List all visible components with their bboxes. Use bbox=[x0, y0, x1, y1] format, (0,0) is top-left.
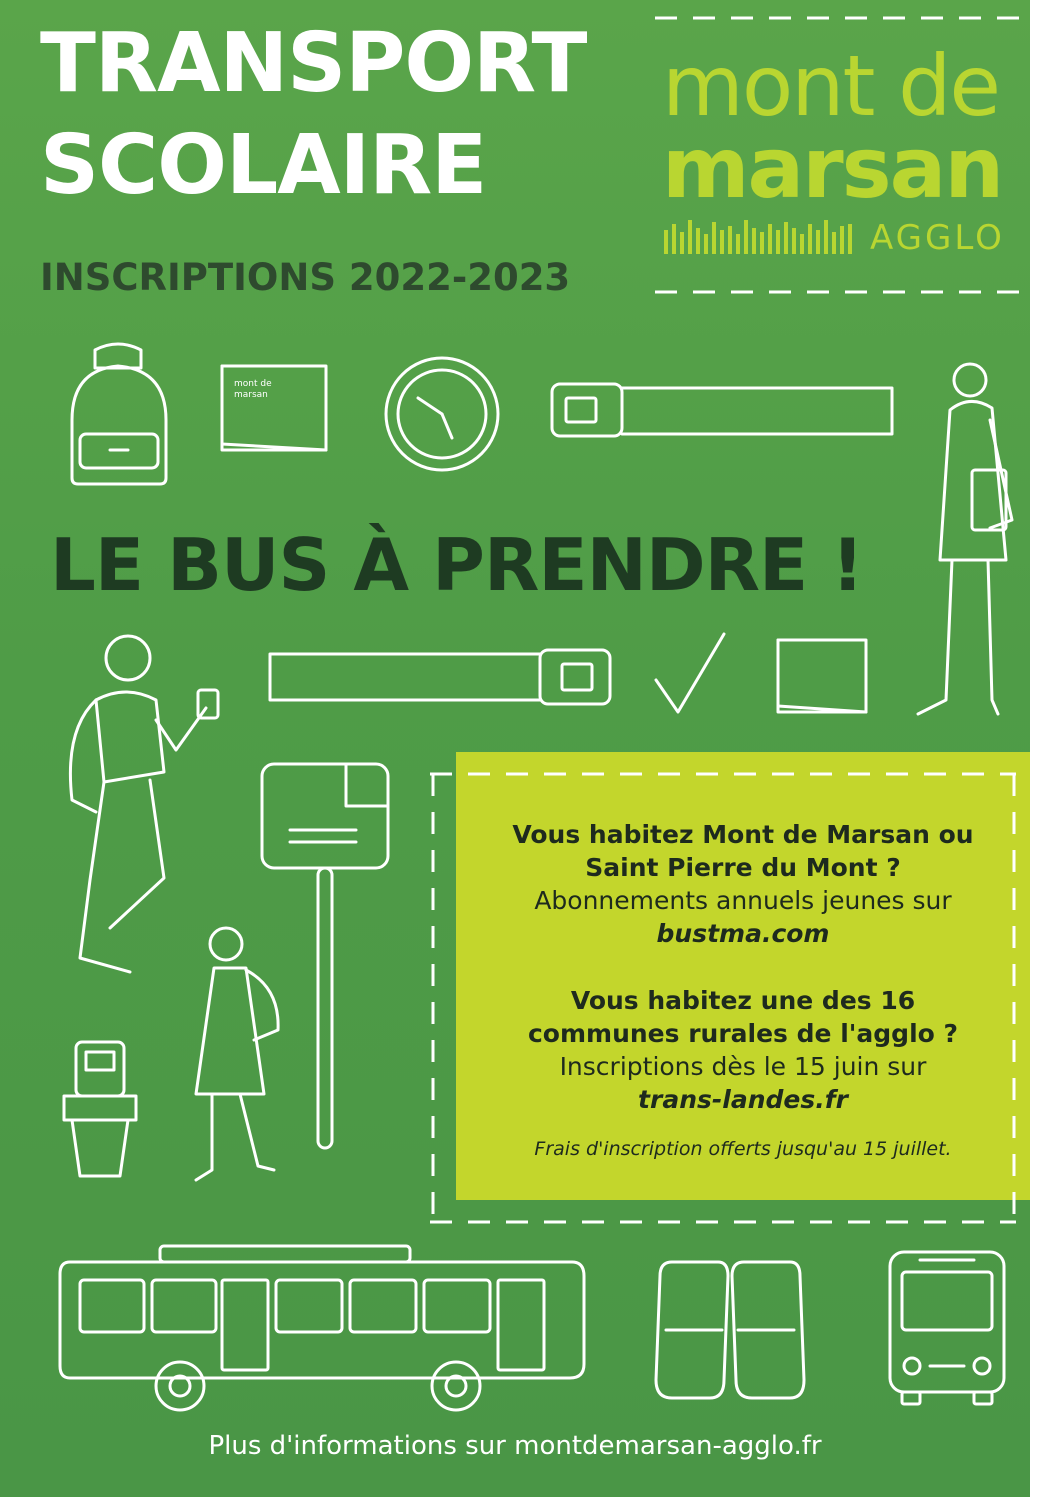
bus-side-icon bbox=[60, 1246, 584, 1410]
card-icon bbox=[222, 366, 326, 450]
info-detail-1: Abonnements annuels jeunes sur bbox=[534, 886, 952, 915]
info-question-2-line-2: communes rurales de l'agglo ? bbox=[527, 1019, 959, 1048]
clock-icon bbox=[386, 358, 498, 470]
backpack-icon bbox=[72, 344, 166, 484]
logo-agglo: AGGLO bbox=[870, 218, 1005, 258]
seatbelt-icon-2 bbox=[270, 650, 610, 704]
girl-with-backpack-icon bbox=[196, 928, 278, 1180]
headline-le-bus-a-prendre: LE BUS À PRENDRE ! bbox=[50, 523, 864, 607]
logo-mont-de: mont de bbox=[662, 37, 1000, 135]
info-detail-2: Inscriptions dès le 15 juin sur bbox=[559, 1052, 927, 1081]
info-question-2-line-1: Vous habitez une des 16 bbox=[570, 986, 916, 1015]
bin-icon bbox=[64, 1042, 136, 1176]
title-line-transport: TRANSPORT bbox=[40, 16, 587, 111]
page-edge bbox=[1030, 0, 1058, 1497]
svg-text:mont de: mont de bbox=[234, 379, 272, 389]
walking-man-icon bbox=[70, 636, 218, 972]
link-trans-landes[interactable]: trans-landes.fr bbox=[638, 1085, 848, 1114]
standing-woman-icon bbox=[918, 364, 1012, 714]
checkmark-icon bbox=[656, 634, 724, 712]
link-bustma[interactable]: bustma.com bbox=[656, 919, 830, 948]
logo-marsan: marsan bbox=[662, 119, 1003, 217]
bus-front-icon bbox=[890, 1252, 1004, 1404]
title-line-scolaire: SCOLAIRE bbox=[40, 118, 487, 213]
svg-text:marsan: marsan bbox=[234, 390, 268, 400]
info-note: Frais d'inscription offerts jusqu'au 15 juillet. bbox=[534, 1138, 952, 1160]
bus-seats-icon bbox=[656, 1262, 804, 1398]
info-question-1-line-2: Saint Pierre du Mont ? bbox=[585, 853, 901, 882]
footer-more-info: Plus d'informations sur montdemarsan-agglo.fr bbox=[208, 1431, 822, 1461]
card-icon-2 bbox=[778, 640, 866, 712]
bus-stop-sign-icon bbox=[262, 764, 388, 1148]
seatbelt-icon bbox=[552, 384, 892, 436]
subtitle-inscriptions: INSCRIPTIONS 2022-2023 bbox=[40, 256, 571, 299]
info-question-1-line-1: Vous habitez Mont de Marsan ou bbox=[512, 820, 974, 849]
